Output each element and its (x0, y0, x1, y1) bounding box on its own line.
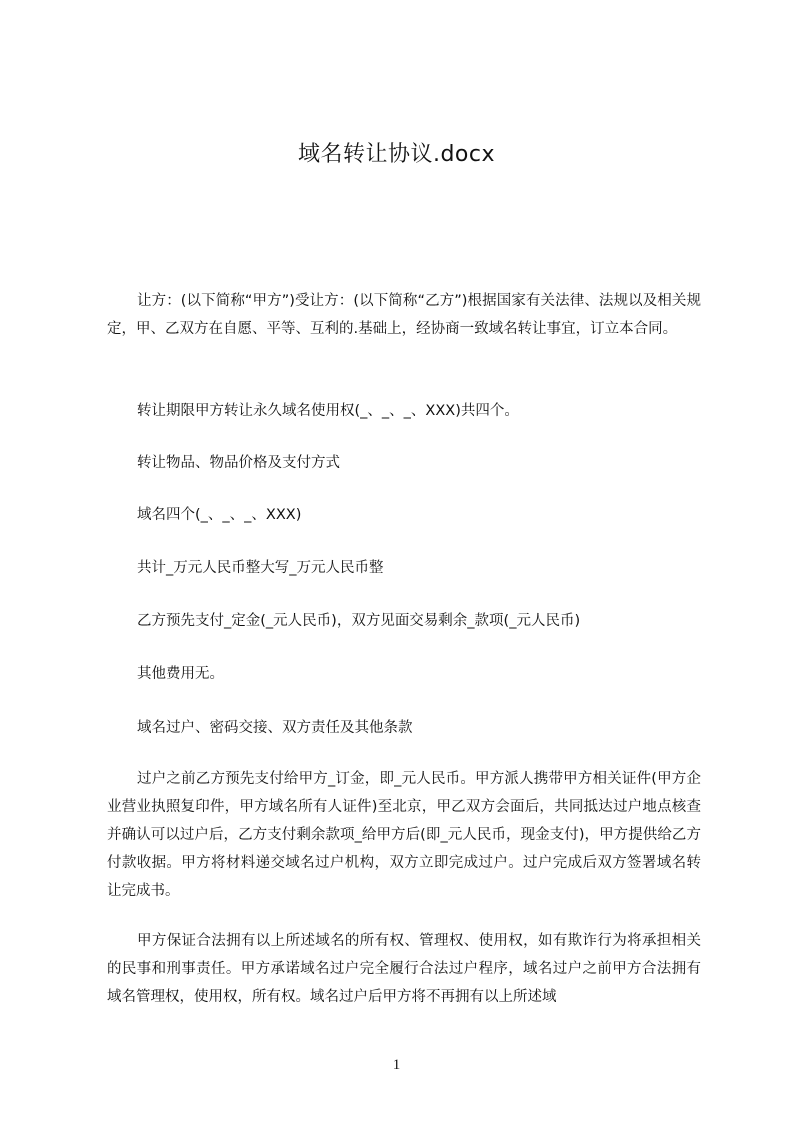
paragraph-transfer-term: 转让期限甲方转让永久域名使用权(_、_、_、XXX)共四个。 (137, 403, 519, 419)
paragraph-guarantee: 甲方保证合法拥有以上所述域名的所有权、管理权、使用权，如有欺诈行为将承担相关的民事和刑事责任。甲方承诺域名过户完全履行合法过户程序，域名过户之前甲方合法拥有域名管理权，使用权，所有权。域名过户后甲方将不再拥有以上所述域 (107, 933, 701, 1005)
page-number: 1 (392, 1057, 401, 1073)
paragraph-deposit: 乙方预先支付_定金(_元人民币)，双方见面交易剩余_款项(_元人民币) (137, 613, 581, 629)
paragraph-domain-count: 域名四个(_、_、_、XXX) (137, 507, 302, 523)
document-title: 域名转让协议.docx (297, 142, 496, 167)
paragraph-other-fees: 其他费用无。 (137, 666, 224, 682)
paragraph-parties: 让方：(以下简称“甲方”)受让方：(以下简称“乙方”)根据国家有关法律、法规以及相关规定，甲、乙双方在自愿、平等、互利的.基础上，经协商一致域名转让事宜，订立本合同。 (107, 293, 701, 337)
paragraph-transfer-process: 过户之前乙方预先支付给甲方_订金，即_元人民币。甲方派人携带甲方相关证件(甲方企业营业执照复印件，甲方域名所有人证件)至北京，甲乙双方会面后，共同抵达过户地点核查并确认可以过户后，乙方支付剩余款项_给甲方后(即_元人民币，现金支付)，甲方提供给乙方付款收据。甲方将材料递交域名过户机构，双方立即完成过户。过户完成后双方签署域名转让完成书。 (107, 771, 701, 899)
paragraph-total-amount: 共计_万元人民币整大写_万元人民币整 (137, 560, 384, 576)
paragraph-terms-heading: 域名过户、密码交接、双方责任及其他条款 (137, 720, 413, 736)
paragraph-items-heading: 转让物品、物品价格及支付方式 (137, 455, 340, 471)
